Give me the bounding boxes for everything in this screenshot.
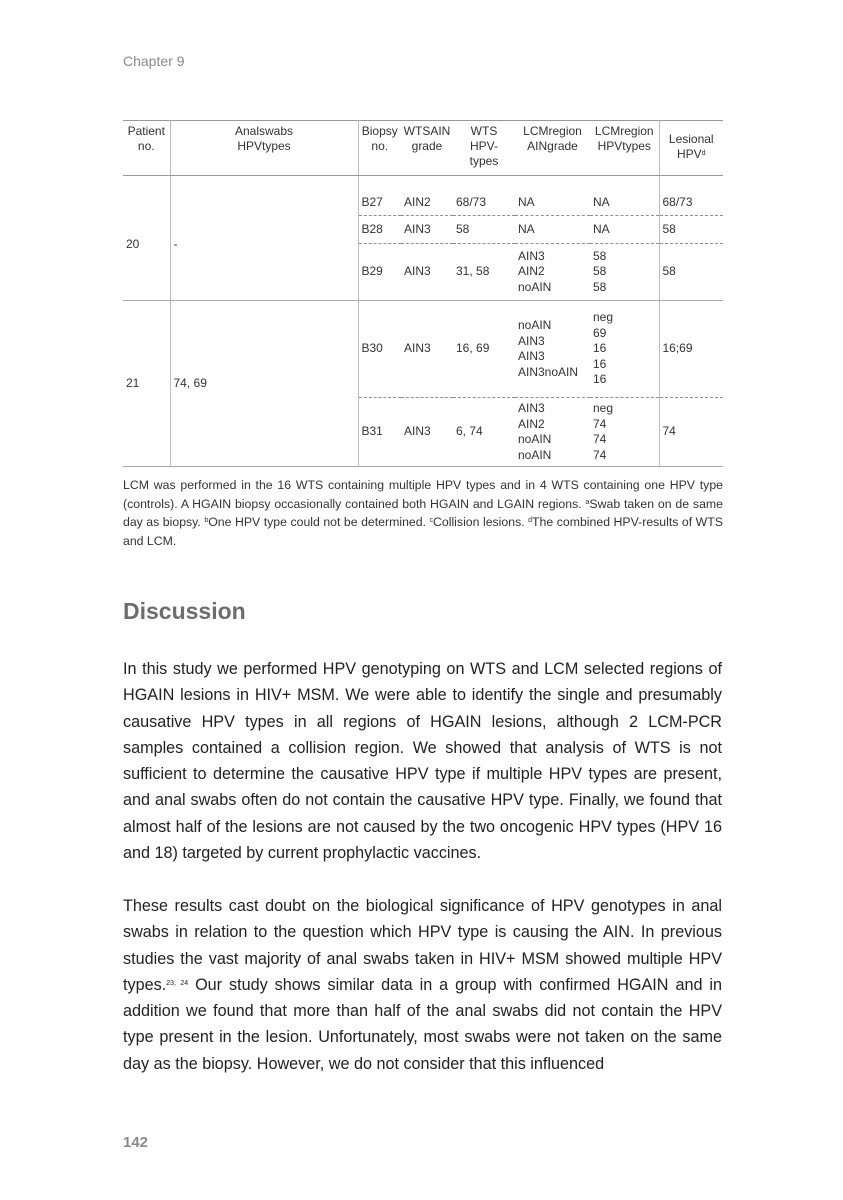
spacer-cell: [358, 176, 659, 191]
lesional-b30: 16;69: [659, 301, 723, 398]
chapter-header: Chapter 9: [123, 53, 185, 69]
lcm-grade-b29: AIN3 AIN2 noAIN: [515, 244, 590, 301]
swab-21: 74, 69: [170, 301, 358, 467]
footnote-sup-b: b: [204, 517, 209, 524]
table-row-b30: [123, 301, 723, 398]
discussion-paragraph-1: In this study we performed HPV genotyping on WTS and LCM selected regions of HGAIN lesions in HIV+ MSM. We were able to identify the single and presumably causative HPV types in all regions of HGAIN lesions, although 2 LCM-PCR samples contained a collision region. We showed that analysis of WTS is not sufficient to determine the causative HPV type if multiple HPV types are present, and anal swabs often do not contain the causative HPV type. Finally, we found that almost half of the lesions are not caused by the two oncogenic HPV types (HPV 16 and 18) targeted by current prophylactic vaccines.: [123, 660, 722, 863]
col-wts-hpv-types: WTS HPV- types: [453, 121, 515, 176]
biopsy-b31: B31: [358, 398, 401, 467]
lesional-b27: 68/73: [659, 190, 723, 216]
table-footnote: [123, 476, 723, 550]
wts-hpv-b28: 58: [453, 216, 515, 244]
grade-b29: AIN3: [401, 244, 453, 301]
col-lcm-ain-grade: LCMregion AINgrade: [515, 121, 590, 176]
footnote-text-3: One HPV type could not be determined.: [208, 515, 430, 529]
grade-b31: AIN3: [401, 398, 453, 467]
wts-hpv-b29: 31, 58: [453, 244, 515, 301]
grade-b27: AIN2: [401, 190, 453, 216]
patient-21: 21: [123, 301, 170, 467]
paragraph-2-text-a: These results cast doubt on the biological significance of HPV genotypes in anal swabs in relation to the question which HPV type is causing the AIN. In previous studies the vast majority of anal swabs taken in HIV+ MSM showed multiple HPV types.: [123, 897, 722, 994]
footnote-text-4: Collision lesions.: [433, 515, 529, 529]
footnote-sup-d: d: [528, 517, 533, 524]
col-patient-no: Patient no.: [123, 121, 170, 176]
col-lcm-hpv-types: LCMregion HPVtypes: [590, 121, 659, 176]
lesional-hpv-label: Lesional HPV: [668, 131, 714, 161]
table-header-row: [123, 121, 723, 176]
col-biopsy-no: Biopsy no.: [358, 121, 401, 176]
lcm-grade-b27: NA: [515, 190, 590, 216]
wts-hpv-b30: 16, 69: [453, 301, 515, 398]
table-row-b27: [123, 190, 723, 216]
lcm-grade-b31: AIN3 AIN2 noAIN noAIN: [515, 398, 590, 467]
lesional-b28: 58: [659, 216, 723, 244]
lcm-hpv-b30: neg 69 16 16 16: [590, 301, 659, 398]
discussion-paragraph-2: [123, 893, 722, 1077]
col-lesional-hpv: [659, 121, 723, 176]
page-number: 142: [123, 1134, 149, 1151]
biopsy-b27: B27: [358, 190, 401, 216]
biopsy-b30: B30: [358, 301, 401, 398]
hpv-results-table: [123, 120, 723, 467]
lesional-b31: 74: [659, 398, 723, 467]
footnote-text-5: The combined HPV-results of WTS and LCM.: [123, 515, 723, 548]
footnote-text-2: Swab taken on de same day as biopsy.: [123, 496, 723, 529]
col-wts-ain-grade: WTSAIN grade: [401, 121, 453, 176]
patient-20: 20: [123, 190, 170, 301]
reference-citation: 23, 24: [166, 979, 189, 987]
wts-hpv-b31: 6, 74: [453, 398, 515, 467]
biopsy-b28: B28: [358, 216, 401, 244]
lesional-hpv-sup: d: [701, 149, 706, 157]
footnote-sup-a: a: [585, 498, 590, 506]
biopsy-b29: B29: [358, 244, 401, 301]
lcm-hpv-b31: neg 74 74 74: [590, 398, 659, 467]
spacer-cell: [659, 176, 723, 191]
lcm-hpv-b28: NA: [590, 216, 659, 244]
spacer-cell: [123, 176, 170, 191]
wts-hpv-b27: 68/73: [453, 190, 515, 216]
grade-b28: AIN3: [401, 216, 453, 244]
paragraph-2-text-b: Our study shows similar data in a group with confirmed HGAIN and in addition we found that more than half of the anal swabs did not contain the HPV type present in the lesion. Unfortunately, most swabs were not taken on the same day as the biopsy. However, we do not consider that this influenced: [123, 975, 722, 1073]
lcm-grade-b28: NA: [515, 216, 590, 244]
discussion-heading: Discussion: [123, 598, 246, 624]
swab-20: -: [170, 190, 358, 301]
footnote-text-1: LCM was performed in the 16 WTS containing multiple HPV types and in 4 WTS containing one HPV type (controls). A HGAIN biopsy occasionally contained both HGAIN and LGAIN regions.: [123, 478, 723, 511]
lcm-grade-b30: noAIN AIN3 AIN3 AIN3noAIN: [515, 301, 590, 398]
lcm-hpv-b29: 58 58 58: [590, 244, 659, 301]
lesional-b29: 58: [659, 244, 723, 301]
col-anal-swabs: Analswabs HPVtypes: [170, 121, 358, 176]
lcm-hpv-b27: NA: [590, 190, 659, 216]
spacer-row: [123, 176, 723, 191]
grade-b30: AIN3: [401, 301, 453, 398]
spacer-cell: [170, 176, 358, 191]
footnote-sup-c: c: [429, 517, 433, 524]
